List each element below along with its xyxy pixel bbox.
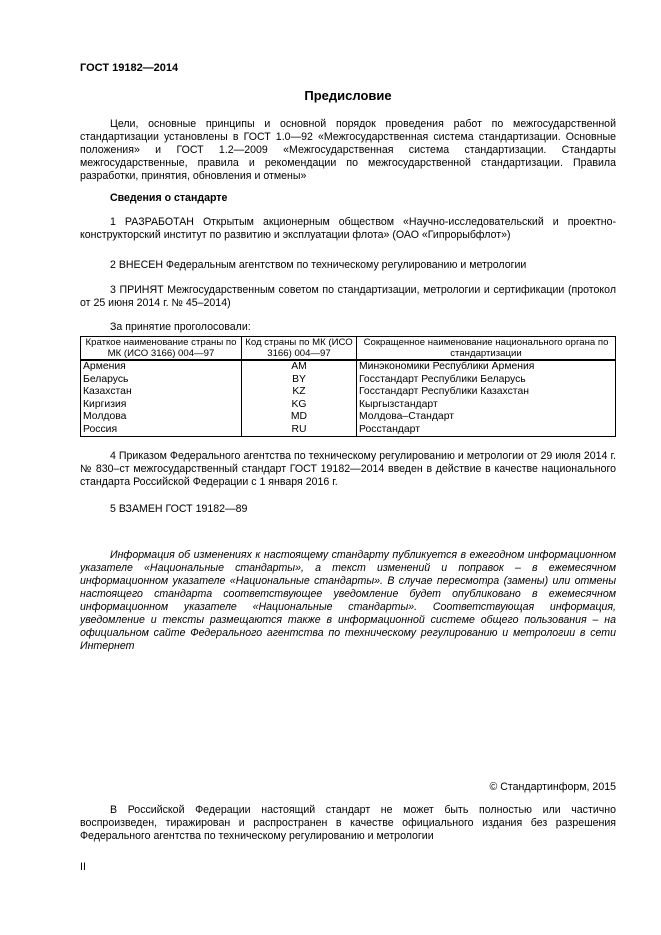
- country: Беларусь: [81, 374, 242, 387]
- national-body: Госстандарт Республики Беларусь: [357, 374, 616, 387]
- column-header: Сокращенное наименование национального органа по стандартизации: [357, 337, 616, 361]
- column-header: Код страны по МК (ИСО 3166) 004—97: [242, 337, 357, 361]
- item-3: 3 ПРИНЯТ Межгосударственным советом по стандартизации, метрологии и сертификации (протокол от 25 июня 2014 г. № 45–2014): [80, 284, 616, 309]
- item-4: 4 Приказом Федерального агентства по техническому регулированию и метрологии от 29 июля 2014 г. № 830–ст межгосударственный стандарт ГОСТ 19182—2014 введен в действие в качестве национального стандарта Российской Федерации с 1 января 2016 г.: [80, 450, 616, 488]
- table-row: [81, 360, 616, 374]
- notice-paragraph: В Российской Федерации настоящий стандарт не может быть полностью или частично воспроизведен, тиражирован и распространен в качестве официального издания без разрешения Федерального агентства по техническому регулированию и метрологии: [80, 804, 616, 842]
- country: Киргизия: [81, 399, 242, 412]
- intro-paragraph: Цели, основные принципы и основной порядок проведения работ по межгосударственной стандартизации установлены в ГОСТ 1.0—92 «Межгосударственная система стандартизации. Основные положения» и ГОСТ 1.2—2009 «Межгосударственная система стандартизации. Стандарты межгосударственные, правила и рекомендации по межгосударственной стандартизации. Правила разработки, принятия, обновления и отмены»: [80, 118, 616, 182]
- country-code: AM: [242, 360, 357, 374]
- voting-table-wrap: [80, 336, 616, 437]
- national-body: Минэкономики Республики Армения: [357, 360, 616, 374]
- item-5: 5 ВЗАМЕН ГОСТ 19182—89: [110, 503, 248, 515]
- national-body: Росстандарт: [357, 424, 616, 437]
- table-row: [81, 386, 616, 399]
- copyright: © Стандартинформ, 2015: [489, 781, 616, 793]
- national-body: Госстандарт Республики Казахстан: [357, 386, 616, 399]
- country: Молдова: [81, 411, 242, 424]
- country-code: KZ: [242, 386, 357, 399]
- table-row: [81, 424, 616, 437]
- document-header: ГОСТ 19182—2014: [80, 62, 179, 74]
- section-subtitle: Сведения о стандарте: [110, 192, 228, 204]
- country: Казахстан: [81, 386, 242, 399]
- table-row: [81, 399, 616, 412]
- info-paragraph: Информация об изменениях к настоящему стандарту публикуется в ежегодном информационном указателе «Национальные стандарты», а текст изменений и поправок – в ежемесячном информационном указателе «Национальные стандарты». В случае пересмотра (замены) или отмены настоящего стандарта соответствующее уведомление будет опубликовано в ежемесячном информационном указателе «Национальные стандарты». Соответствующая информация, уведомление и тексты размещаются также в информационной системе общего пользования – на официальном сайте Федерального агентства по техническому регулированию и метрологии в сети Интернет: [80, 549, 616, 652]
- country-code: MD: [242, 411, 357, 424]
- country: Россия: [81, 424, 242, 437]
- country-code: RU: [242, 424, 357, 437]
- country-code: BY: [242, 374, 357, 387]
- country-code: KG: [242, 399, 357, 412]
- page-number: II: [80, 861, 86, 873]
- national-body: Молдова–Стандарт: [357, 411, 616, 424]
- national-body: Кыргызстандарт: [357, 399, 616, 412]
- column-header: Краткое наименование страны по МК (ИСО 3166) 004—97: [81, 337, 242, 361]
- table-row: [81, 374, 616, 387]
- vote-label: За принятие проголосовали:: [110, 321, 251, 333]
- table-header-row: [81, 337, 616, 361]
- country: Армения: [81, 360, 242, 374]
- page-title: Предисловие: [304, 88, 392, 103]
- voting-table: [80, 336, 616, 437]
- table-row: [81, 411, 616, 424]
- item-2: 2 ВНЕСЕН Федеральным агентством по техническому регулированию и метрологии: [110, 259, 527, 271]
- item-1: 1 РАЗРАБОТАН Открытым акционерным обществом «Научно-исследовательский и проектно-конструкторский институт по развитию и эксплуатации флота» (ОАО «Гипрорыбфлот»): [80, 216, 616, 241]
